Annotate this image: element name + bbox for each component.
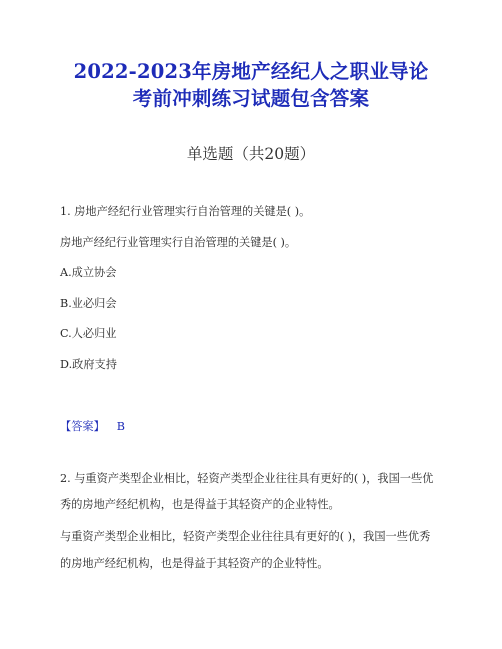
question-2-repeat-line-2: 的房地产经纪机构，也是得益于其轻资产的企业特性。 [60, 557, 329, 570]
question-2-stem-line-1: 2. 与重资产类型企业相比，轻资产类型企业往往具有更好的( )，我国一些优 [60, 472, 434, 485]
answer-label: 【答案】 [60, 420, 105, 433]
section-heading: 单选题（共20题） [186, 145, 316, 163]
question-2-repeat-line-1: 与重资产类型企业相比，轻资产类型企业往往具有更好的( )，我国一些优秀 [60, 530, 431, 543]
document-title [20, 58, 482, 112]
question-1-stem: 1. 房地产经纪行业管理实行自治管理的关键是( )。 [60, 205, 311, 218]
option-b: B.业必归会 [60, 297, 117, 310]
answer-value: B [116, 420, 125, 433]
title-line-2: 考前冲刺练习试题包含答案 [132, 87, 370, 110]
answer-line [60, 418, 125, 434]
option-a: A.成立协会 [60, 266, 117, 279]
title-line-1: 2022-2023年房地产经纪人之职业导论 [73, 60, 429, 83]
question-1-repeat: 房地产经纪行业管理实行自治管理的关键是( )。 [60, 236, 297, 249]
question-2-stem-line-2: 秀的房地产经纪机构，也是得益于其轻资产的企业特性。 [60, 498, 340, 511]
option-d: D.政府支持 [60, 358, 117, 371]
option-c: C.人必归业 [60, 327, 117, 340]
